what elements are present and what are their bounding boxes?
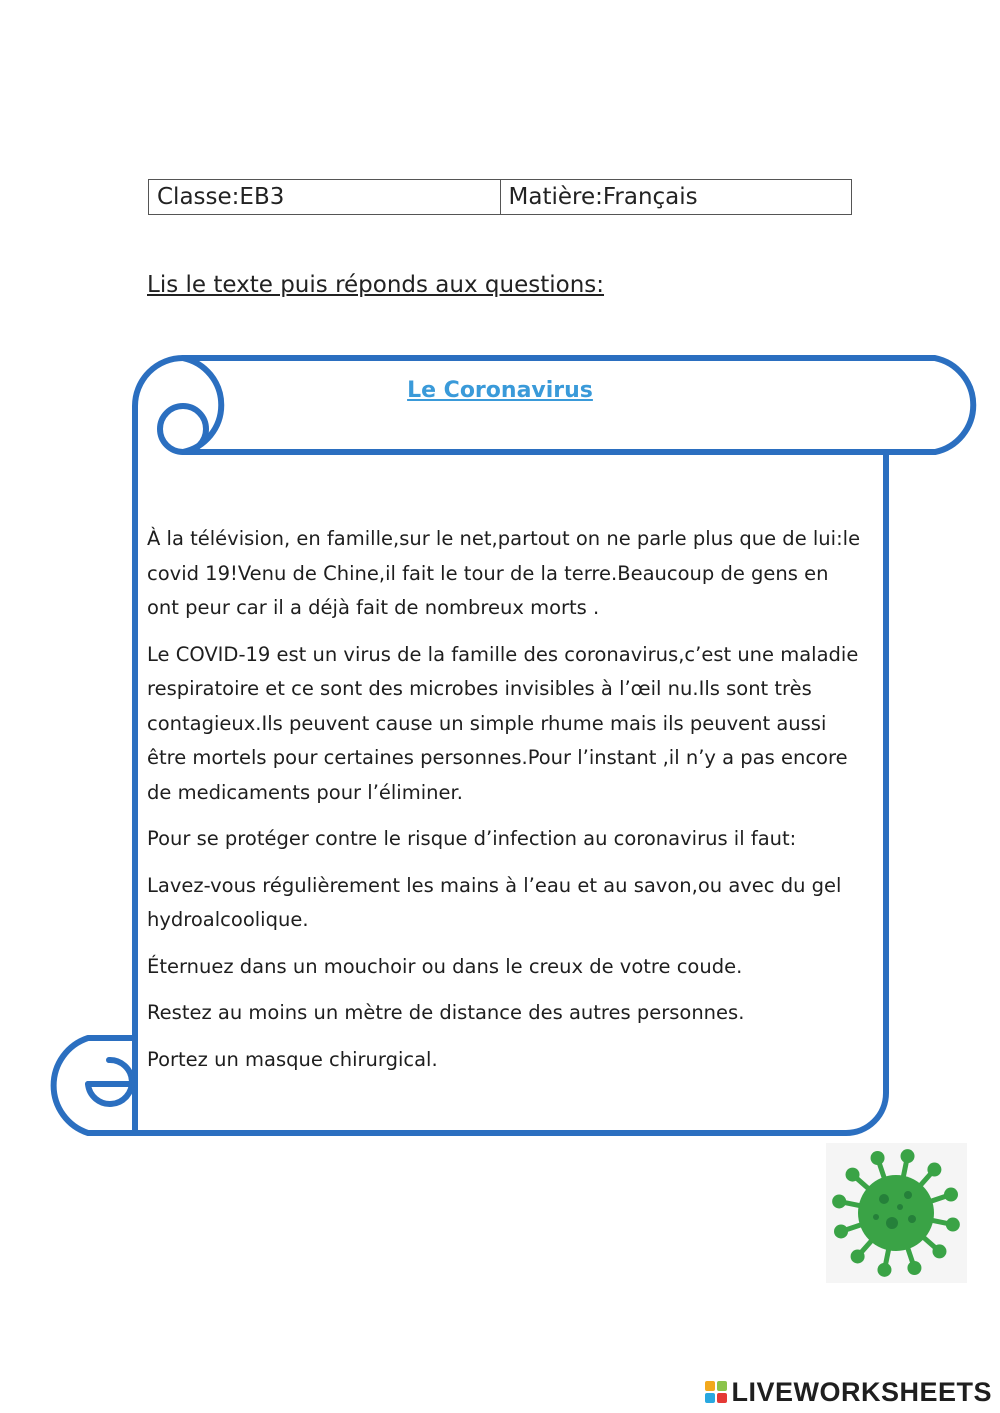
virus-illustration bbox=[826, 1143, 967, 1283]
virus-spike-tip bbox=[932, 1244, 946, 1258]
liveworksheets-brand bbox=[705, 1377, 992, 1407]
virus-spike-tip bbox=[927, 1163, 941, 1177]
paragraph-distance: Restez au moins un mètre de distance des autres personnes. bbox=[147, 1001, 745, 1024]
virus-spike-tip bbox=[944, 1188, 958, 1202]
virus-spike-tip bbox=[907, 1261, 921, 1275]
subject-cell: Matière:Français bbox=[500, 180, 852, 214]
paragraph-sneezing: Éternuez dans un mouchoir ou dans le creux de votre coude. bbox=[147, 954, 743, 978]
virus-spike-tip bbox=[877, 1263, 891, 1277]
paragraph-mask: Portez un masque chirurgical. bbox=[147, 1047, 438, 1071]
paragraph-protection: Pour se protéger contre le risque d’infection au coronavirus il faut: bbox=[147, 827, 797, 850]
paragraph-intro: À la télévision, en famille,sur le net,partout on ne parle plus que de lui:le covid 19!Venu de Chine,il fait le tour de la terre.Beaucoup de gens en ont peur car il a déjà fait de nombreux morts . bbox=[147, 527, 861, 619]
paragraph-description: Le COVID-19 est un virus de la famille des coronavirus,c’est une maladie respiratoire et ce sont des microbes invisibles à l’œil nu.Ils sont très contagieux.Ils peuvent cause un simple rhume mais ils peuvent aussi être mortels pour certaines personnes.Pour l’instant ,il n’y a pas encore de medicaments pour l’éliminer. bbox=[147, 642, 859, 804]
virus-spike-tip bbox=[901, 1149, 915, 1163]
liveworksheets-logo bbox=[705, 1381, 727, 1403]
virus-spike-tip bbox=[871, 1151, 885, 1165]
virus-spike-tip bbox=[846, 1168, 860, 1182]
paragraph-handwashing: Lavez-vous régulièrement les mains à l’eau et au savon,ou avec du gel hydroalcoolique. bbox=[147, 873, 842, 931]
virus-icon bbox=[826, 1143, 967, 1283]
virus-spike-tip bbox=[832, 1194, 846, 1208]
virus-spike-tip bbox=[946, 1218, 960, 1232]
instruction-heading: Lis le texte puis réponds aux questions: bbox=[147, 272, 605, 298]
scroll-title: Le Coronavirus bbox=[407, 378, 593, 403]
virus-spike-tip bbox=[834, 1224, 848, 1238]
virus-spike-tip bbox=[851, 1249, 865, 1263]
scroll-text bbox=[147, 522, 865, 1089]
class-cell: Classe:EB3 bbox=[157, 184, 285, 210]
liveworksheets-wordmark: LIVEWORKSHEETS bbox=[731, 1376, 992, 1407]
